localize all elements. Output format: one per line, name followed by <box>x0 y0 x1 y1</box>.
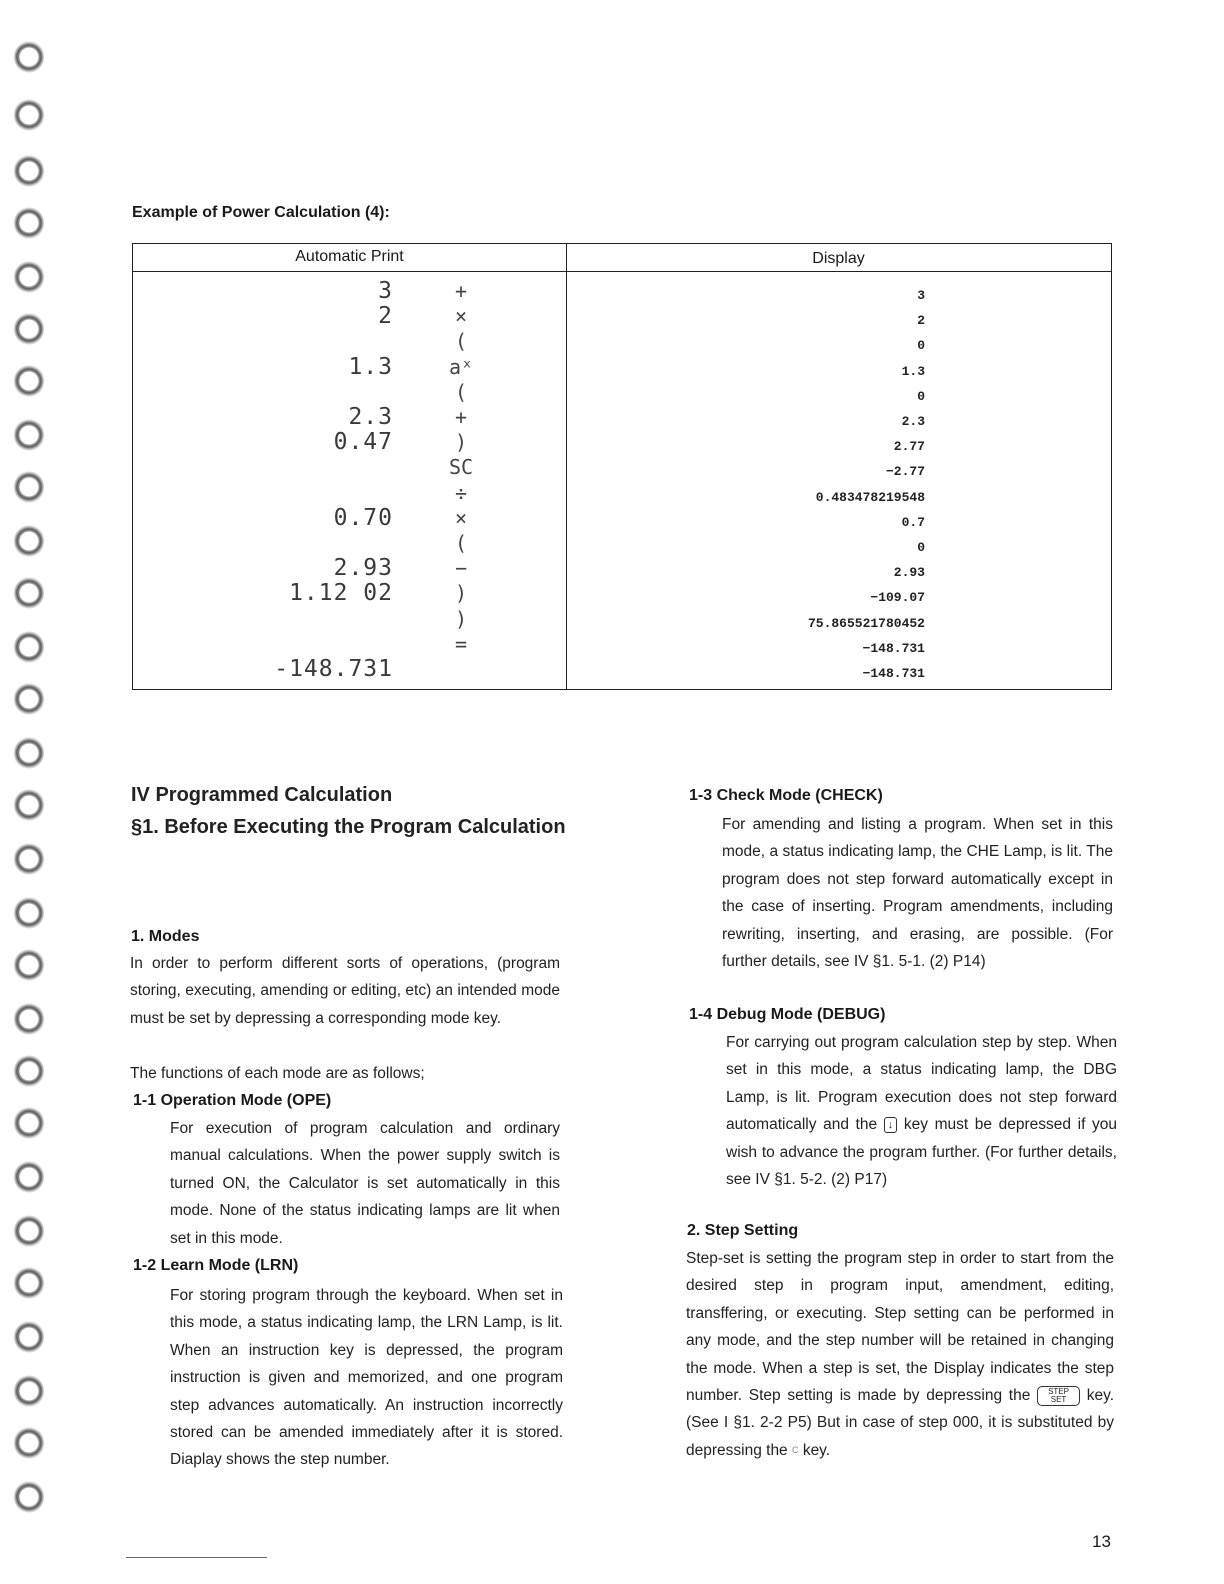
binder-hole <box>14 154 44 188</box>
display-value: 1.3 <box>901 363 925 379</box>
lrn-text: For storing program through the keyboard. When set in this mode, a status indicating lamp, the LRN Lamp, is lit. When an instruction key is depressed, the program instruction is given and memorized, and one program step advances automatically. An instruction incorrectly stored can be amended immediately after it is stored. Diaplay shows the step number. <box>170 1287 563 1469</box>
binder-hole <box>14 1374 44 1408</box>
print-value: 2 <box>378 303 393 330</box>
ope-heading: 1-1 Operation Mode (OPE) <box>133 1092 332 1109</box>
print-value: 1.12 02 <box>289 580 393 607</box>
step-text-a: Step-set is setting the program step in order to start from the desired step in program input, amendment, editing, transffering, or executing. Step setting can be performed in any mode, and the step number will be retained in changing the mode. When a step is set, the Display indicates the step number. Step setting is made by depressing the <box>686 1250 1114 1405</box>
table-row <box>133 329 1111 357</box>
page-number: 13 <box>1092 1532 1111 1551</box>
display-value: −148.731 <box>862 640 925 656</box>
binder-hole <box>14 1426 44 1460</box>
binder-hole <box>14 1214 44 1248</box>
advance-key-icon: ↓ <box>884 1117 898 1133</box>
print-value: 0.47 <box>333 429 393 456</box>
table-row <box>133 303 1111 332</box>
display-value: −148.731 <box>862 666 925 681</box>
print-operator: ( <box>454 329 468 354</box>
print-operator: − <box>454 556 468 581</box>
print-value: 2.93 <box>333 555 393 582</box>
binder-hole <box>14 736 44 770</box>
debug-text <box>726 1029 1117 1193</box>
table-row <box>133 531 1111 559</box>
display-value: 0.7 <box>901 514 925 530</box>
debug-heading: 1-4 Debug Mode (DEBUG) <box>689 1006 886 1023</box>
print-operator: + <box>454 279 468 303</box>
print-operator: + <box>454 405 468 429</box>
footer-rule <box>126 1557 267 1558</box>
ope-text: For execution of program calculation and ordinary manual calculations. When the power supply switch is turned ON, the Calculator is set automatically in this mode. None of the status indicating lamps are lit when set in this mode. <box>170 1120 560 1247</box>
check-text: For amending and listing a program. When set in this mode, a status indicating lamp, the CHE Lamp, is lit. The program does not step forward automatically except in the case of inserting. Program amendments, including rewriting, inserting, and erasing, are possible. (For further details, see IV §1. 5-1. (2) P14) <box>722 816 1113 971</box>
table-row <box>133 278 1111 307</box>
table-row <box>133 606 1111 635</box>
print-operator: ) <box>454 581 468 606</box>
header-divider <box>133 271 1111 272</box>
display-value: −2.77 <box>885 464 925 480</box>
check-heading: 1-3 Check Mode (CHECK) <box>689 787 883 804</box>
binder-hole <box>14 576 44 610</box>
modes-functions-line: The functions of each mode are as follows; <box>130 1065 425 1082</box>
modes-intro: In order to perform different sorts of operations, (program storing, executing, amending or editing, etc) an intended mode must be set by depressing a corresponding mode key. <box>130 955 560 1027</box>
step-set-key-icon: STEP SET <box>1037 1386 1080 1406</box>
debug-text-a: For carrying out program calculation step by step. When set in this mode, a status indicating lamp, the DBG Lamp, is lit. Program execution does not step forward automatically and the <box>726 1034 1117 1134</box>
table-row <box>133 504 1111 534</box>
print-operator: ) <box>454 430 468 455</box>
calculation-table <box>132 243 1112 690</box>
step-text-c: key. <box>802 1441 831 1459</box>
table-row <box>133 555 1111 584</box>
print-operator: aˣ <box>449 354 474 379</box>
binder-hole <box>14 206 44 240</box>
lrn-heading: 1-2 Learn Mode (LRN) <box>133 1257 299 1274</box>
display-value: 2.77 <box>893 439 925 455</box>
table-row <box>133 404 1111 433</box>
print-operator: SC <box>449 455 474 480</box>
binder-hole <box>14 1320 44 1354</box>
binder-hole <box>14 418 44 452</box>
print-value: 2.3 <box>348 404 393 430</box>
step-text <box>686 1245 1114 1464</box>
table-row <box>133 429 1111 458</box>
example-title: Example of Power Calculation (4): <box>132 204 390 221</box>
display-value: 0 <box>917 540 925 555</box>
binder-hole <box>14 524 44 558</box>
binder-hole <box>14 948 44 982</box>
binder-hole <box>14 40 44 74</box>
step-heading: 2. Step Setting <box>687 1222 799 1239</box>
table-row <box>133 379 1111 408</box>
binder-hole <box>14 1002 44 1036</box>
display-value: 0.483478219548 <box>815 489 925 505</box>
print-value: 3 <box>378 278 393 304</box>
print-operator: = <box>454 631 468 656</box>
step-text-b: key. (See I §1. 2-2 P5) But in case of step 000, it is substituted by depressing the <box>686 1387 1114 1459</box>
debug-text-b: key must be depressed if you wish to advance the program further. (For further details, see IV §1. 5-2. (2) P17) <box>726 1116 1118 1189</box>
print-operator: × <box>454 505 468 530</box>
print-operator: ÷ <box>454 480 468 505</box>
display-value: 0 <box>917 388 925 404</box>
binder-hole <box>14 1480 44 1514</box>
table-row <box>133 580 1111 609</box>
table-row <box>133 480 1111 509</box>
print-value: -148.731 <box>274 656 393 682</box>
binder-hole <box>14 364 44 398</box>
table-row <box>133 455 1111 483</box>
display-value: 3 <box>917 288 925 303</box>
print-operator: ( <box>454 531 468 555</box>
binder-hole <box>14 788 44 822</box>
print-value: 1.3 <box>348 353 393 380</box>
header-automatic-print: Automatic Print <box>295 248 404 265</box>
header-display: Display <box>812 250 865 267</box>
binder-hole <box>14 1106 44 1140</box>
print-operator: × <box>454 304 468 329</box>
display-value: 2 <box>917 313 925 329</box>
display-value: 2.93 <box>893 565 925 581</box>
binder-hole <box>14 1160 44 1194</box>
binder-hole <box>14 630 44 664</box>
binder-hole <box>14 682 44 716</box>
modes-heading: 1. Modes <box>131 928 200 945</box>
display-value: 75.865521780452 <box>807 615 925 631</box>
binder-hole <box>14 1054 44 1088</box>
binder-hole <box>14 842 44 876</box>
binder-hole <box>14 470 44 504</box>
binder-hole <box>14 98 44 132</box>
binder-hole <box>14 896 44 930</box>
display-value: 0 <box>917 338 925 354</box>
table-row <box>133 656 1111 685</box>
display-value: 2.3 <box>901 414 925 429</box>
binder-hole <box>14 260 44 294</box>
display-value: −109.07 <box>870 590 925 606</box>
section-subtitle: §1. Before Executing the Program Calculation <box>131 816 566 838</box>
table-row <box>133 353 1111 383</box>
c-key-icon: C <box>792 1445 799 1456</box>
section-title: IV Programmed Calculation <box>131 784 393 806</box>
binder-hole <box>14 1266 44 1300</box>
binder-hole <box>14 312 44 346</box>
print-operator: ( <box>454 379 468 404</box>
print-value: 0.70 <box>333 504 393 531</box>
print-operator: ) <box>454 606 468 631</box>
